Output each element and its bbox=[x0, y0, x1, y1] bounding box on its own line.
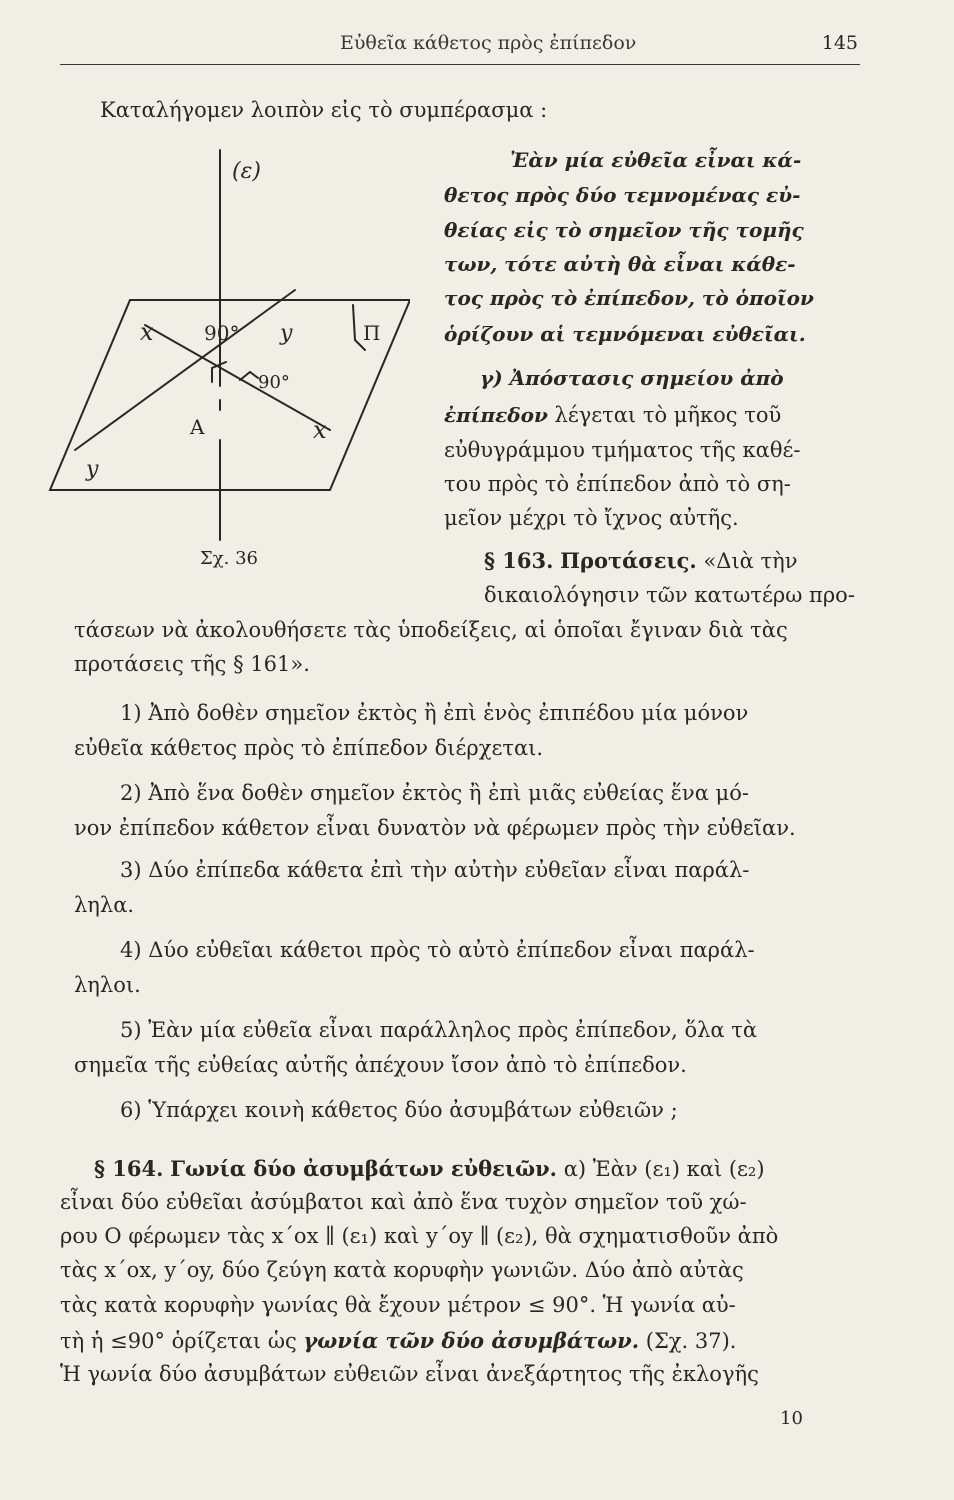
proposition-3: 3) Δύο ἐπίπεδα κάθετα ἐπὶ τὴν αὐτὴν εὐθεῖαν εἶναι παράλ- bbox=[120, 858, 750, 882]
label-y-prime: y bbox=[86, 457, 99, 482]
line-y bbox=[75, 290, 295, 450]
section-163-line: δικαιολόγησιν τῶν κατωτέρω προ- bbox=[484, 583, 855, 607]
proposition-2: 2) Ἀπὸ ἕνα δοθὲν σημεῖον ἐκτὸς ἢ ἐπὶ μιᾶς εὐθείας ἕνα μό- bbox=[120, 781, 749, 805]
label-x-right: x bbox=[313, 416, 327, 444]
section-164-def-ref: (Σχ. 37). bbox=[645, 1329, 737, 1353]
definition-text: λέγεται τὸ μῆκος τοῦ bbox=[554, 403, 782, 427]
proposition-6: 6) Ὑπάρχει κοινὴ κάθετος δύο ἀσυμβάτων εὐθειῶν ; bbox=[120, 1098, 678, 1122]
section-163-line: προτάσεις τῆς § 161». bbox=[74, 652, 310, 676]
label-90-top: 90° bbox=[204, 321, 240, 345]
proposition-5: 5) Ἐὰν μία εὐθεῖα εἶναι παράλληλος πρὸς ἐπίπεδον, ὅλα τὰ bbox=[120, 1018, 758, 1042]
section-164-def-term: γωνία τῶν δύο ἀσυμβάτων. bbox=[303, 1328, 640, 1353]
section-163-line: τάσεων νὰ ἀκολουθήσετε τὰς ὑποδείξεις, αἱ ὁποῖαι ἔγιναν διὰ τὰς bbox=[74, 618, 788, 642]
label-epsilon: (ε) bbox=[232, 159, 261, 184]
proposition-5-cont: σημεῖα τῆς εὐθείας αὐτῆς ἀπέχουν ἴσον ἀπὸ τὸ ἐπίπεδον. bbox=[74, 1053, 687, 1077]
definition-line: εὐθυγράμμου τμήματος τῆς καθέ- bbox=[444, 438, 801, 462]
section-164-line: ρου Ο φέρωμεν τὰς x΄ox ∥ (ε₁) καὶ y΄oy ∥ (ε₂), θὰ σχηματισθοῦν ἀπὸ bbox=[60, 1224, 779, 1248]
section-164-line: τὰς κατὰ κορυφὴν γωνίας θὰ ἔχουν μέτρον ≤ 90°. Ἡ γωνία αὐ- bbox=[60, 1293, 736, 1317]
proposition-1-cont: εὐθεῖα κάθετος πρὸς τὸ ἐπίπεδον διέρχεται. bbox=[74, 736, 544, 760]
running-title: Εὐθεῖα κάθετος πρὸς ἐπίπεδον bbox=[340, 32, 637, 54]
theorem-line: ὁρίζουν αἱ τεμνόμεναι εὐθεῖαι. bbox=[444, 322, 806, 346]
section-164-title: Γωνία δύο ἀσυμβάτων εὐθειῶν. bbox=[170, 1156, 557, 1181]
proposition-1: 1) Ἀπὸ δοθὲν σημεῖον ἐκτὸς ἢ ἐπὶ ἑνὸς ἐπιπέδου μία μόνον bbox=[120, 701, 749, 725]
definition-term-cont: ἐπίπεδον bbox=[444, 403, 548, 427]
theorem-line: Ἐὰν μία εὐθεῖα εἶναι κά- bbox=[510, 148, 802, 172]
proposition-3-cont: ληλα. bbox=[74, 893, 135, 917]
label-y-top: y bbox=[280, 321, 293, 346]
page-number: 145 bbox=[821, 32, 858, 54]
proposition-4: 4) Δύο εὐθεῖαι κάθετοι πρὸς τὸ αὐτὸ ἐπίπεδον εἶναι παράλ- bbox=[120, 938, 755, 962]
section-163-number: § 163. bbox=[484, 548, 554, 573]
label-x-left: x bbox=[140, 318, 154, 346]
section-164-last-line: Ἡ γωνία δύο ἀσυμβάτων εὐθειῶν εἶναι ἀνεξάρτητος τῆς ἐκλογῆς bbox=[60, 1362, 759, 1386]
theorem-line: τος πρὸς τὸ ἐπίπεδον, τὸ ὁποῖον bbox=[444, 286, 814, 310]
section-164-text: α) Ἐὰν (ε₁) καὶ (ε₂) bbox=[563, 1157, 765, 1181]
section-164-definition-line bbox=[60, 1330, 736, 1352]
right-angle-mark bbox=[240, 372, 258, 380]
intro-sentence: Καταλήγομεν λοιπὸν εἰς τὸ συμπέρασμα : bbox=[100, 98, 548, 122]
theorem-line: θείας εἰς τὸ σημεῖον τῆς τομῆς bbox=[444, 218, 804, 242]
definition-line bbox=[444, 405, 781, 426]
section-163-text: «Διὰ τὴν bbox=[703, 549, 798, 573]
section-163-heading bbox=[484, 550, 798, 572]
signature-mark: 10 bbox=[780, 1408, 803, 1429]
section-164-heading bbox=[94, 1158, 765, 1180]
page-header bbox=[60, 30, 860, 65]
section-164-line: εἶναι δύο εὐθεῖαι ἀσύμβατοι καὶ ἀπὸ ἕνα τυχὸν σημεῖον τοῦ χώ- bbox=[60, 1190, 747, 1214]
figure-36 bbox=[30, 140, 410, 560]
proposition-2-cont: νον ἐπίπεδον κάθετον εἶναι δυνατὸν νὰ φέρωμεν πρὸς τὴν εὐθεῖαν. bbox=[74, 816, 796, 840]
definition-term: γ) Ἀπόστασις σημείου ἀπὸ bbox=[480, 366, 784, 390]
definition-line: μεῖον μέχρι τὸ ἴχνος αὐτῆς. bbox=[444, 506, 739, 530]
theorem-line: των, τότε αὐτὴ θὰ εἶναι κάθε- bbox=[444, 252, 796, 276]
theorem-line: θετος πρὸς δύο τεμνομένας εὐ- bbox=[444, 183, 801, 207]
section-164-line: τὰς x΄ox, y΄oy, δύο ζεύγη κατὰ κορυφὴν γωνιῶν. Δύο ἀπὸ αὐτὰς bbox=[60, 1258, 744, 1282]
label-point-A: A bbox=[190, 415, 205, 439]
section-164-def-text: τὴ ἡ ≤90° ὁρίζεται ὡς bbox=[60, 1329, 297, 1353]
section-164-number: § 164. bbox=[94, 1156, 164, 1181]
label-90-right: 90° bbox=[258, 372, 290, 393]
label-pi: Π bbox=[363, 321, 381, 345]
proposition-4-cont: ληλοι. bbox=[74, 973, 141, 997]
section-163-title: Προτάσεις. bbox=[560, 548, 697, 573]
definition-line: του πρὸς τὸ ἐπίπεδον ἀπὸ τὸ ση- bbox=[444, 472, 791, 496]
figure-caption: Σχ. 36 bbox=[200, 548, 258, 569]
